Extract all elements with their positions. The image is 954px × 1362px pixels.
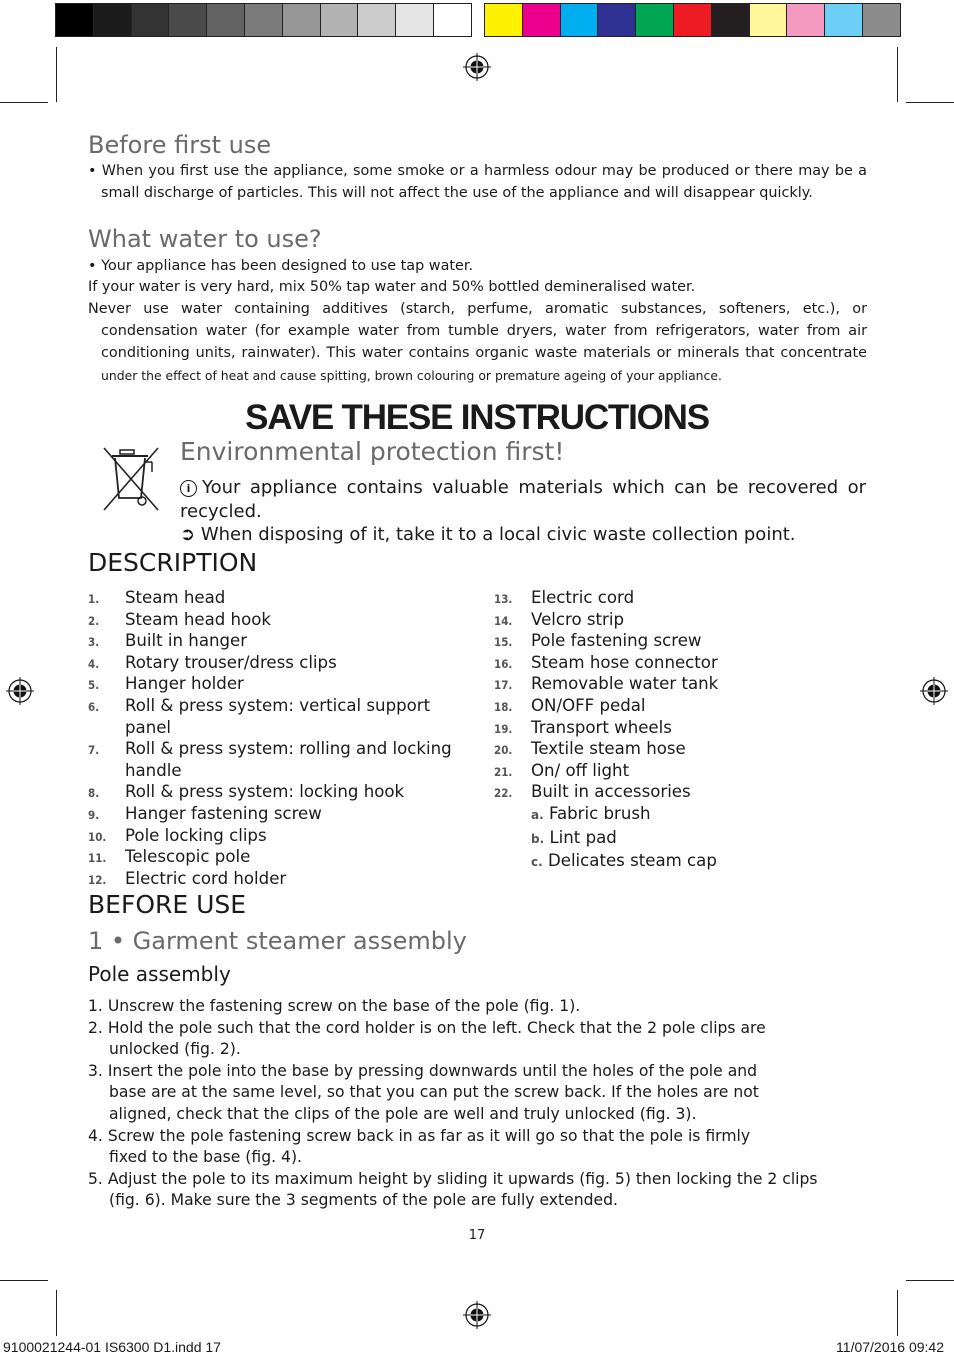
- color-swatch: [711, 3, 750, 37]
- water-tap-line: • Your appliance has been designed to use tap water.: [88, 258, 474, 274]
- part-label: Rotary trouser/dress clips: [125, 652, 337, 672]
- part-number: 22.: [494, 786, 513, 801]
- before-first-use-heading: Before first use: [88, 131, 272, 159]
- crossed-out-bin-icon: [100, 444, 166, 514]
- environment-dispose-line: [180, 523, 866, 547]
- accessory-label: Lint pad: [549, 827, 617, 847]
- grey-swatch: [244, 3, 283, 37]
- color-swatch: [749, 3, 788, 37]
- grey-swatch: [320, 3, 359, 37]
- part-item: [494, 652, 874, 674]
- part-number: 15.: [494, 635, 513, 650]
- water-heading: What water to use?: [88, 225, 322, 253]
- part-number: 7.: [88, 743, 100, 758]
- accessory-item: [494, 827, 874, 851]
- part-item: [88, 630, 458, 652]
- part-number: 21.: [494, 764, 513, 779]
- grey-swatch: [93, 3, 132, 37]
- part-number: 6.: [88, 699, 100, 714]
- accessory-label: Delicates steam cap: [547, 851, 717, 871]
- part-item: [88, 738, 458, 781]
- registration-mark-icon: [462, 52, 492, 82]
- crop-mark: [897, 47, 898, 102]
- accessory-letter: c.: [531, 855, 543, 870]
- part-item: [494, 760, 874, 782]
- crop-mark: [906, 1280, 954, 1281]
- water-hard-line: If your water is very hard, mix 50% tap water and 50% bottled demineralised water.: [88, 279, 696, 295]
- assembly-step-line: 5. Adjust the pole to its maximum height by sliding it upwards (fig. 5) then locking the 2 clips: [88, 1169, 818, 1188]
- color-swatch: [522, 3, 561, 37]
- assembly-subheading: 1 • Garment steamer assembly: [88, 927, 467, 955]
- part-item: [88, 868, 458, 890]
- part-label: Hanger holder: [125, 674, 244, 694]
- part-number: 5.: [88, 678, 100, 693]
- part-number: 14.: [494, 613, 513, 628]
- assembly-step-line: 3. Insert the pole into the base by pressing downwards until the holes of the pole and: [88, 1061, 758, 1080]
- water-warning-text: [88, 299, 867, 387]
- part-label: Steam head hook: [125, 609, 271, 629]
- save-instructions-heading: SAVE THESE INSTRUCTIONS: [245, 398, 709, 437]
- part-item: [88, 609, 458, 631]
- color-swatch: [597, 3, 636, 37]
- part-label: Pole fastening screw: [531, 631, 702, 651]
- crop-mark: [897, 1290, 898, 1336]
- grey-swatch: [395, 3, 434, 37]
- part-label: Electric cord: [531, 588, 635, 607]
- part-label: Velcro strip: [531, 609, 625, 629]
- part-item: [88, 673, 458, 695]
- part-item: [88, 652, 458, 674]
- color-swatch: [786, 3, 825, 37]
- part-number: 18.: [494, 699, 513, 714]
- part-number: 11.: [88, 851, 107, 866]
- part-number: 13.: [494, 592, 513, 606]
- part-item: [494, 781, 874, 803]
- crop-mark: [56, 1290, 57, 1336]
- environment-recover-text: Your appliance contains valuable materials which can be recovered or recycled.: [180, 477, 866, 522]
- part-label: Steam hose connector: [531, 652, 718, 672]
- part-label: Steam head: [125, 588, 226, 607]
- registration-mark-icon: [5, 676, 35, 706]
- info-icon: i: [180, 480, 197, 497]
- part-label: Roll & press system: vertical support panel: [125, 695, 431, 737]
- part-number: 9.: [88, 807, 100, 822]
- part-label: Roll & press system: rolling and locking handle: [125, 739, 452, 780]
- environment-dispose-text: When disposing of it, take it to a local civic waste collection point.: [200, 524, 796, 545]
- part-item: [88, 695, 458, 738]
- part-item: [494, 673, 874, 695]
- part-label: Built in accessories: [531, 782, 691, 802]
- accessory-item: [494, 803, 874, 827]
- part-item: [494, 717, 874, 739]
- grey-swatch: [131, 3, 170, 37]
- part-label: Electric cord holder: [125, 868, 287, 888]
- crop-mark: [906, 102, 954, 103]
- color-swatch: [673, 3, 712, 37]
- assembly-step-line: 2. Hold the pole such that the cord holder is on the left. Check that the 2 pole clips are: [88, 1018, 766, 1037]
- assembly-steps: [88, 996, 888, 1212]
- assembly-step-continuation: unlocked (fig. 2).: [109, 1040, 241, 1059]
- part-item: [88, 803, 458, 825]
- part-label: Textile steam hose: [531, 739, 686, 759]
- part-label: Telescopic pole: [125, 847, 251, 867]
- assembly-step-continuation: fixed to the base (fig. 4).: [109, 1148, 302, 1167]
- description-heading: DESCRIPTION: [88, 548, 258, 577]
- assembly-step-line: 1. Unscrew the fastening screw on the base of the pole (fig. 1).: [88, 997, 581, 1015]
- accessory-label: Fabric brush: [548, 803, 651, 823]
- part-number: 17.: [494, 678, 513, 693]
- grey-swatch: [206, 3, 245, 37]
- grey-swatch: [433, 3, 472, 37]
- part-number: 4.: [88, 656, 100, 671]
- crop-mark: [56, 47, 57, 102]
- crop-mark: [0, 1280, 48, 1281]
- assembly-step-continuation: (fig. 6). Make sure the 3 segments of the pole are fully extended.: [109, 1191, 618, 1210]
- part-item: [494, 630, 874, 652]
- registration-mark-icon: [462, 1300, 492, 1330]
- color-swatch: [635, 3, 674, 37]
- assembly-step-continuation: aligned, check that the clips of the pole are well and truly unlocked (fig. 3).: [109, 1104, 697, 1123]
- part-label: Built in hanger: [125, 631, 248, 651]
- part-number: 2.: [88, 613, 100, 628]
- part-number: 8.: [88, 786, 100, 801]
- part-item: [494, 609, 874, 631]
- part-label: ON/OFF pedal: [531, 695, 646, 715]
- assembly-step-continuation: base are at the same level, so that you can put the screw back. If the holes are not: [109, 1083, 759, 1102]
- accessory-item: [494, 850, 874, 874]
- part-item: [494, 695, 874, 717]
- color-swatch: [484, 3, 523, 37]
- part-number: 19.: [494, 721, 513, 736]
- part-number: 10.: [88, 829, 107, 844]
- part-label: Pole locking clips: [125, 825, 267, 845]
- grey-swatch: [168, 3, 207, 37]
- part-label: On/ off light: [531, 760, 630, 780]
- part-item: [88, 587, 458, 609]
- part-number: 3.: [88, 635, 100, 650]
- before-use-heading: BEFORE USE: [88, 890, 247, 919]
- pole-assembly-heading: Pole assembly: [88, 962, 231, 986]
- part-number: 20.: [494, 743, 513, 758]
- part-item: [494, 738, 874, 760]
- environment-heading: Environmental protection first!: [180, 437, 565, 466]
- part-label: Removable water tank: [531, 674, 719, 694]
- registration-mark-icon: [919, 676, 949, 706]
- part-number: 12.: [88, 872, 107, 887]
- accessory-letter: b.: [531, 831, 545, 846]
- part-item: [88, 846, 458, 868]
- page-number: 17: [468, 1228, 486, 1243]
- part-number: 16.: [494, 656, 513, 671]
- water-warning-main: Never use water containing additives (starch, perfume, aromatic substances, softeners, etc.), or condensation water (for example water from tumble dryers, water from refrigerators, water from air conditioning units, rainwater). This water contains organic waste materials or minerals that concentrate: [88, 301, 867, 361]
- assembly-step-line: 4. Screw the pole fastening screw back in as far as it will go so that the pole is firmly: [88, 1126, 751, 1145]
- part-item: [494, 587, 874, 609]
- before-first-use-text: • When you first use the appliance, some smoke or a harmless odour may be produced or there may be a small discharge of particles. This will not affect the use of the appliance and will disappear quickly.: [88, 163, 867, 201]
- part-item: [88, 825, 458, 847]
- part-label: Transport wheels: [531, 717, 672, 737]
- part-number: 1.: [88, 592, 100, 606]
- water-warning-small: under the effect of heat and cause spitting, brown colouring or premature ageing of your appliance.: [101, 367, 722, 383]
- parts-list-left: [88, 587, 458, 889]
- footer-file-info: 9100021244-01 IS6300 D1.indd 17: [3, 1339, 221, 1355]
- accessory-letter: a.: [531, 807, 544, 822]
- color-swatch: [560, 3, 599, 37]
- grey-swatch: [55, 3, 94, 37]
- environment-recover-line: [180, 476, 866, 524]
- grey-swatch: [282, 3, 321, 37]
- part-item: [88, 781, 458, 803]
- part-label: Roll & press system: locking hook: [125, 782, 405, 802]
- part-label: Hanger fastening screw: [125, 803, 322, 823]
- grey-swatch: [357, 3, 396, 37]
- color-swatch: [824, 3, 863, 37]
- crop-mark: [0, 102, 48, 103]
- footer-date: 11/07/2016 09:42: [836, 1339, 944, 1355]
- parts-list-right: [494, 587, 874, 874]
- arrow-icon: ➲: [180, 524, 196, 545]
- color-swatch: [862, 3, 901, 37]
